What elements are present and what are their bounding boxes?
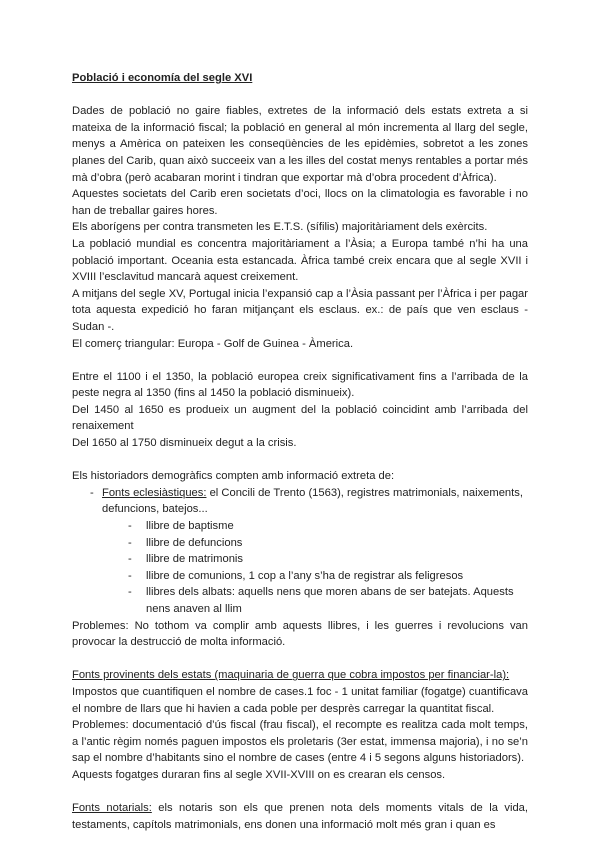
spacer — [72, 352, 528, 369]
paragraph: Impostos que cuantifiquen el nombre de cases.1 foc - 1 unitat familiar (fogatge) cuantificava el nombre de llars que hi havien a cada poble per desprès carregar la quantitat fiscal. — [72, 685, 528, 715]
paragraph: Del 1650 al 1750 disminueix degut a la crisis. — [72, 437, 297, 450]
paragraph: Problemes: No tothom va complir amb aquests llibres, i les guerres i revolucions van provocar la destrucció de molta informació. — [72, 619, 528, 649]
spacer — [72, 651, 528, 668]
page-title: Població i economía del segle XVI — [72, 72, 253, 84]
list-item: - llibre de baptisme — [146, 518, 528, 535]
document-body — [72, 70, 528, 833]
paragraph: Entre el 1100 i el 1350, la població europea creix significativament fins a l’arribada de la peste negra al 1350 (fins al 1450 la població disminueix). — [72, 370, 528, 400]
paragraph: Del 1450 al 1650 es produeix un augment del la població coincidint amb l’arribada del renaixement — [72, 403, 528, 433]
paragraph: Aquests fogatges duraran fins al segle XVII-XVIII on es crearan els censos. — [72, 768, 446, 781]
ecclesiastical-sublist — [102, 518, 528, 618]
notarial-sources-label: Fonts notarials: — [72, 802, 152, 815]
paragraph: Aquestes societats del Carib eren societats d’oci, llocs on la climatologia es favorable i no han de treballar gaires hores. — [72, 188, 528, 217]
list-item: - llibres dels albats: aquells nens que moren abans de ser batejats. Aquests nens anaven al llim — [146, 584, 528, 617]
paragraph: El comerç triangular: Europa - Golf de Guinea - Àmerica. — [72, 337, 354, 350]
sources-list — [72, 485, 528, 618]
list-item: - llibre de defuncions — [146, 535, 528, 552]
list-item: - llibre de comunions, 1 cop a l’any s’ha de registrar als feligresos — [146, 568, 528, 585]
paragraph — [72, 800, 528, 833]
spacer — [72, 452, 528, 469]
paragraph: Els historiadors demogràfics compten amb informació extreta de: — [72, 470, 395, 483]
paragraph: Els aborígens per contra transmeten les E.T.S. (sífilis) majoritàriament dels exèrcits. — [72, 221, 488, 234]
paragraph: Dades de població no gaire fiables, extretes de la informació dels estats extreta a si mateixa de la informació fiscal; la població en general al món incrementa al llarg del segle, menys a Amèrica on pateixen les conseqüències de les epidèmies, sobretot a les zones planes del Carib, quan això succeeix van a les illes del costat menys rentables a portar més mà d’obra (però acabaran morint i tindran que exportar mà d’obra procedent d’Àfrica). — [72, 105, 528, 184]
list-item — [72, 485, 528, 618]
list-item: - llibre de matrimonis — [146, 551, 528, 568]
paragraph: La població mundial es concentra majoritàriament a l’Àsia; a Europa també n’hi ha una població important. Oceania esta estancada. Àfrica també creix encara que al segle XVII i XVIII l’esclavitud mancarà aquest creixement. — [72, 237, 528, 284]
paragraph: A mitjans del segle XV, Portugal inicia l’expansió cap a l’Àsia passant per l’Àfrica i per pagar tota aquesta expedició ho faran mitjançant els esclaus. ex.: de país que ven esclaus - Sudan -. — [72, 287, 528, 333]
spacer — [72, 784, 528, 801]
section-heading: Fonts provinents dels estats (maquinaria de guerra que cobra impostos per financiar-la): — [72, 669, 510, 682]
ecclesiastical-sources-label: Fonts eclesiàstiques: — [102, 486, 207, 499]
notarial-sources-text: els notaris son els que prenen nota dels moments vitals de la vida, testaments, capítols matrimonials, ens donen una informació molt més gran i quan es — [72, 802, 528, 831]
paragraph: Problemes: documentació d’ús fiscal (frau fiscal), el recompte es realitza cada molt temps, a l’antic règim només paguen impostos els proletaris (3er estat, immensa majoria), i no se’n sap el nombre d’habitants sino el nombre de cases (entre 4 i 5 segons alguns historiadors). — [72, 719, 528, 765]
ecclesiastical-sources-text: el Concili de Trento (1563), registres matrimonials, naixements, defuncions, batejos... — [102, 486, 523, 516]
